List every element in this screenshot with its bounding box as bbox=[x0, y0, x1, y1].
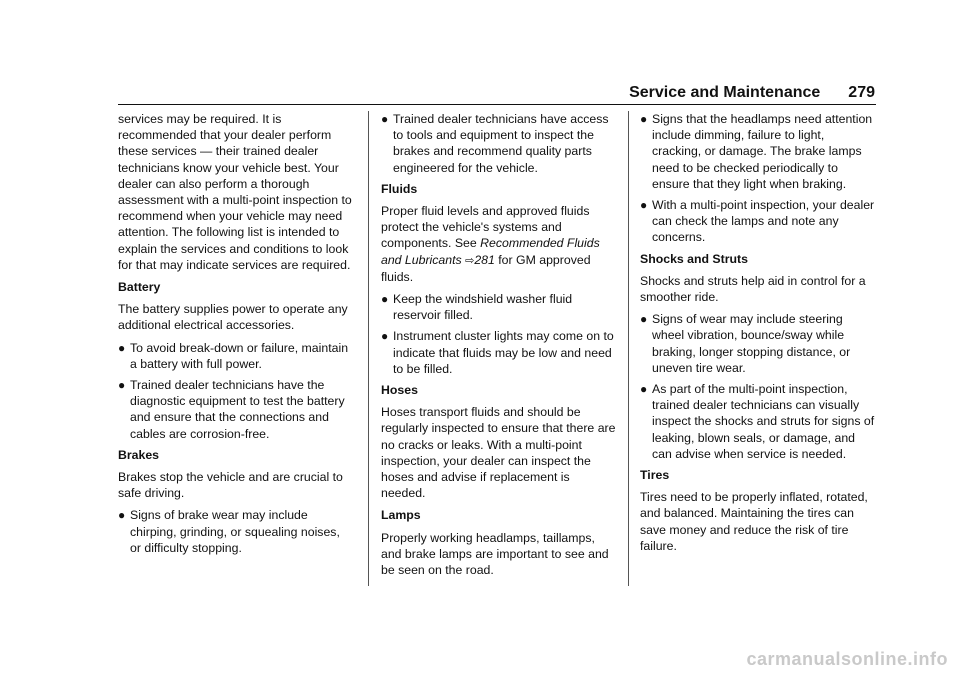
column-1 bbox=[118, 111, 354, 561]
battery-paragraph: The battery supplies power to operate any additional electrical accessories. bbox=[118, 302, 348, 333]
column-divider-1 bbox=[368, 111, 369, 586]
shocks-heading: Shocks and Struts bbox=[640, 251, 748, 266]
brakes-list-continued bbox=[381, 111, 617, 176]
shocks-list bbox=[640, 311, 876, 462]
page-number: 279 bbox=[848, 84, 875, 101]
page-arrow-icon: ⇨ bbox=[465, 254, 475, 267]
column-divider-2 bbox=[628, 111, 629, 586]
bullet-icon: ● bbox=[118, 508, 126, 523]
lamps-heading: Lamps bbox=[381, 508, 421, 523]
list-item: ● Signs that the headlamps need attention include dimming, failure to light, cracking, or damage. The brake lamps need to be checked periodically to ensure that they light when braking. bbox=[640, 112, 873, 191]
column-3 bbox=[640, 111, 876, 560]
bullet-icon: ● bbox=[640, 112, 648, 126]
hoses-heading: Hoses bbox=[381, 383, 418, 398]
list-item: ● Trained dealer technicians have the diagnostic equipment to test the battery and ensure that the connections and cables are corrosion-free. bbox=[118, 378, 345, 441]
tires-heading: Tires bbox=[640, 468, 670, 483]
list-item: ● Trained dealer technicians have access to tools and equipment to inspect the brakes and recommend quality parts engineered for the vehicle. bbox=[381, 112, 609, 175]
bullet-icon: ● bbox=[381, 112, 389, 126]
list-item: ● As part of the multi-point inspection, trained dealer technicians can visually inspect the shocks and struts for signs of leaking, blown seals, or damage, and can advise when service is needed. bbox=[640, 382, 875, 461]
list-item: ● Signs of brake wear may include chirping, grinding, or squealing noises, or difficulty stopping. bbox=[118, 508, 340, 555]
bullet-icon: ● bbox=[118, 340, 126, 355]
fluids-paragraph: Proper fluid levels and approved fluids protect the vehicle's systems and components. See Recommended Fluids and Lubricants ⇨281 for GM approved fluids. bbox=[381, 204, 600, 284]
bullet-icon: ● bbox=[118, 378, 126, 393]
hoses-paragraph: Hoses transport fluids and should be regularly inspected to ensure that there are no cracks or leaks. With a multi-point inspection, your dealer can inspect the hoses and advise if replacement is needed. bbox=[381, 405, 616, 501]
list-item: ● Signs of wear may include steering wheel vibration, bounce/sway while braking, longer stopping distance, or uneven tire wear. bbox=[640, 312, 851, 375]
shocks-paragraph: Shocks and struts help aid in control for a smoother ride. bbox=[640, 273, 866, 305]
page-header bbox=[600, 84, 875, 102]
fluids-cross-reference-link[interactable]: Recommended Fluids and Lubricants bbox=[381, 236, 600, 267]
bullet-icon: ● bbox=[640, 312, 648, 327]
lamps-paragraph: Properly working headlamps, taillamps, and brake lamps are important to see and be seen on the road. bbox=[381, 530, 609, 578]
battery-heading: Battery bbox=[118, 280, 161, 295]
section-title: Service and Maintenance bbox=[629, 84, 821, 101]
header-rule bbox=[118, 104, 876, 105]
list-item: ● With a multi-point inspection, your dealer can check the lamps and note any concerns. bbox=[640, 198, 875, 245]
list-item: ● Instrument cluster lights may come on to indicate that fluids may be low and need to be filled. bbox=[381, 329, 614, 376]
lamps-list bbox=[640, 111, 876, 246]
battery-list bbox=[118, 340, 354, 442]
fluids-page-link[interactable]: 281 bbox=[474, 252, 495, 267]
list-item: ● Keep the windshield washer fluid reservoir filled. bbox=[381, 292, 573, 323]
watermark: carmanualsonline.info bbox=[746, 649, 948, 669]
bullet-icon: ● bbox=[381, 292, 389, 307]
intro-paragraph: services may be required. It is recommended that your dealer perform these services — their trained dealer technicians know your vehicle best. Your dealer can also perform a thorough assessment with a multi-point inspection to recommend when your vehicle may need attention. The following list is intended to explain the services and conditions to look for that may indicate services are required. bbox=[118, 112, 352, 272]
bullet-icon: ● bbox=[381, 329, 389, 344]
fluids-list bbox=[381, 291, 617, 377]
bullet-icon: ● bbox=[640, 382, 648, 397]
tires-paragraph: Tires need to be properly inflated, rotated, and balanced. Maintaining the tires can save money and reduce the risk of tire failure. bbox=[640, 490, 868, 553]
bullet-icon: ● bbox=[640, 198, 648, 213]
column-2 bbox=[381, 111, 617, 584]
list-item: ● To avoid break-down or failure, maintain a battery with full power. bbox=[118, 340, 349, 371]
brakes-list bbox=[118, 507, 354, 556]
brakes-heading: Brakes bbox=[118, 447, 160, 462]
brakes-paragraph: Brakes stop the vehicle and are crucial to safe driving. bbox=[118, 470, 343, 501]
fluids-heading: Fluids bbox=[381, 181, 418, 196]
